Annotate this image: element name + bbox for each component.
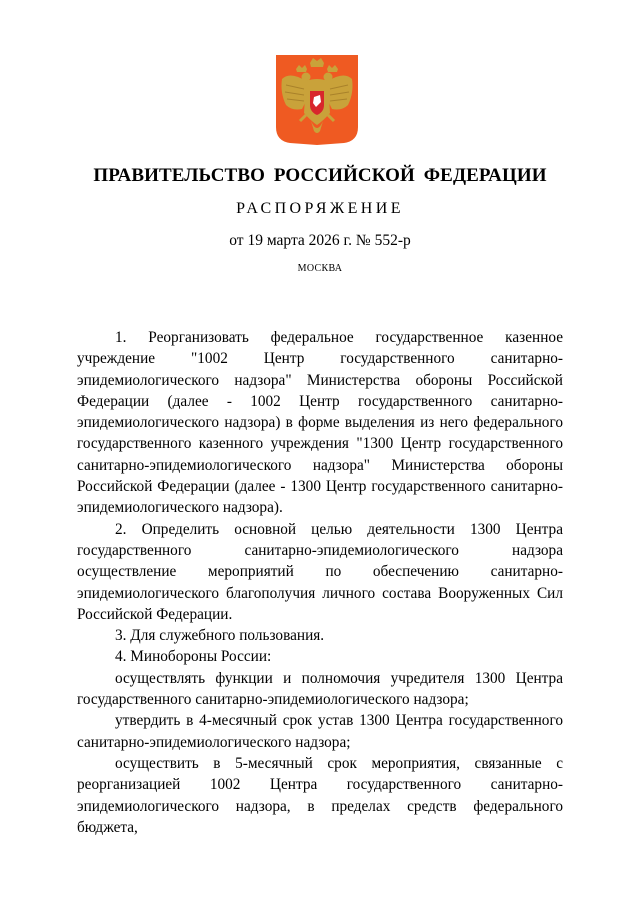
coat-of-arms-icon [276, 55, 358, 145]
paragraph-4-item-1: осуществлять функции и полномочия учредителя 1300 Центра государственного санитарно-эпидемиологического надзора; [77, 669, 563, 709]
paragraph-4-item-2: утвердить в 4-месячный срок устав 1300 Центра государственного санитарно-эпидемиологического надзора; [77, 712, 563, 751]
paragraph-3: 3. Для служебного пользования. [115, 627, 325, 645]
paragraph-4-item-3: осуществить в 5-месячный срок мероприятия, связанные с реорганизацией 1002 Центра государственного санитарно-эпидемиологического надзора, в пределах средств федерального бюджета, [77, 754, 563, 836]
paragraph-4: 4. Минобороны России: [115, 648, 272, 666]
document-type: РАСПОРЯЖЕНИЕ [236, 200, 404, 217]
government-title: ПРАВИТЕЛЬСТВО РОССИЙСКОЙ ФЕДЕРАЦИИ [93, 165, 547, 186]
paragraph-2: 2. Определить основной целью деятельности 1300 Центра государственного санитарно-эпидемиологического надзора осуществление мероприятий по обеспечению санитарно-эпидемиологического благополучия личного состава Вооруженных Сил Российской Федерации. [77, 520, 563, 623]
document-date-number: от 19 марта 2026 г. № 552-р [229, 232, 411, 249]
document-city: МОСКВА [297, 263, 343, 274]
paragraph-1: 1. Реорганизовать федеральное государственное казенное учреждение "1002 Центр государственного санитарно-эпидемиологического надзора" Министерства обороны Российской Федерации (далее - 1002 Центр государственного санитарно-эпидемиологического надзора) в форме выделения из него федерального государственного казенного учреждения "1300 Центр государственного санитарно-эпидемиологического надзора" Министерства обороны Российской Федерации (далее - 1300 Центр государственного санитарно-эпидемиологического надзора). [77, 329, 563, 517]
document-body [77, 327, 563, 838]
